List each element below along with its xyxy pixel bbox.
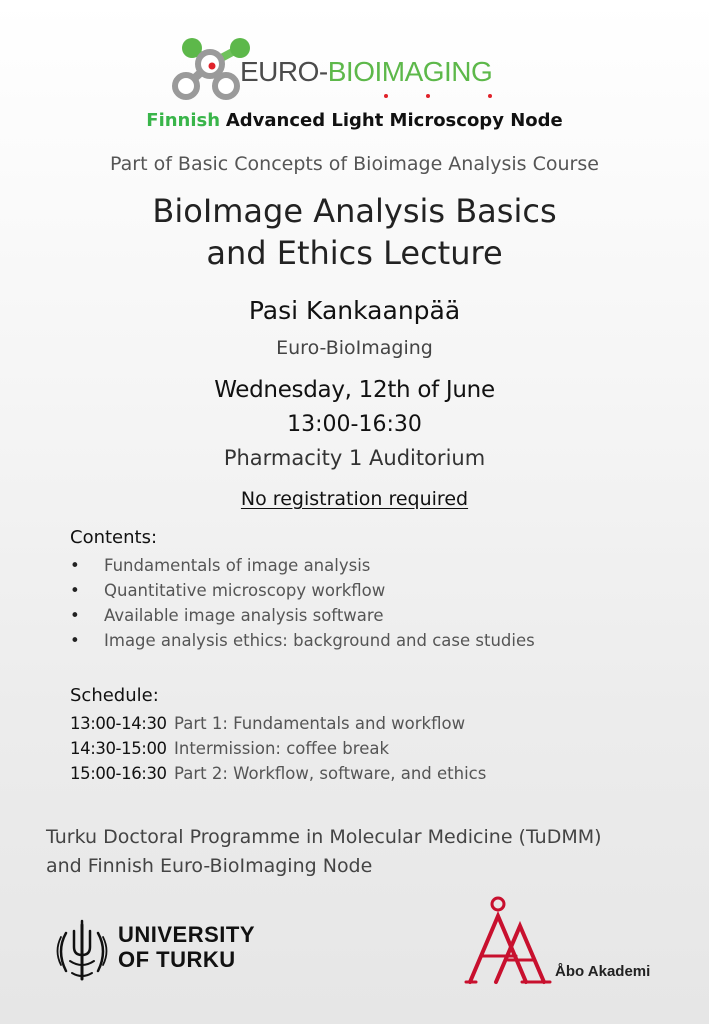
abo-akademi-logo bbox=[462, 894, 562, 986]
schedule-description: Part 2: Workflow, software, and ethics bbox=[174, 764, 487, 783]
abo-akademi-name: Åbo Akademi bbox=[555, 963, 651, 980]
schedule-row bbox=[70, 711, 486, 736]
event-time: 13:00-16:30 bbox=[287, 412, 422, 437]
schedule-row bbox=[70, 736, 486, 761]
registration-text: No registration required bbox=[240, 488, 469, 510]
schedule-list bbox=[70, 711, 486, 786]
schedule-row bbox=[70, 761, 486, 786]
list-item bbox=[70, 553, 535, 578]
trident-emblem-icon bbox=[58, 921, 107, 979]
schedule-description: Intermission: coffee break bbox=[174, 739, 390, 758]
euro-bioimaging-wordmark bbox=[240, 58, 492, 86]
university-of-turku-wordmark bbox=[118, 922, 255, 972]
double-a-icon bbox=[466, 898, 550, 982]
list-item bbox=[70, 628, 535, 653]
utu-line-1: UNIVERSITY bbox=[118, 922, 256, 947]
wordmark-highlight: BIOIMAGING bbox=[327, 56, 493, 87]
event-date: Wednesday, 12th of June bbox=[214, 377, 495, 403]
schedule-heading: Schedule: bbox=[70, 685, 159, 706]
schedule-time: 13:00-14:30 bbox=[70, 714, 167, 733]
event-venue: Pharmacity 1 Auditorium bbox=[223, 446, 486, 470]
list-item-text: Fundamentals of image analysis bbox=[104, 556, 371, 575]
organizers-line-2: and Finnish Euro-BioImaging Node bbox=[46, 855, 373, 877]
list-item-text: Quantitative microscopy workflow bbox=[104, 581, 386, 600]
node-rest: Advanced Light Microscopy Node bbox=[225, 110, 563, 131]
schedule-time: 14:30-15:00 bbox=[70, 739, 167, 758]
node-subtitle bbox=[0, 110, 709, 132]
organizers-line-1: Turku Doctoral Programme in Molecular Medicine (TuDMM) bbox=[46, 826, 602, 848]
organizers bbox=[46, 823, 602, 881]
list-item-text: Image analysis ethics: background and case studies bbox=[104, 631, 535, 650]
bullet-icon: • bbox=[70, 631, 80, 650]
wordmark-prefix: EURO- bbox=[240, 56, 328, 87]
schedule-time: 15:00-16:30 bbox=[70, 764, 167, 783]
bullet-icon: • bbox=[70, 556, 80, 575]
speaker-organization: Euro-BioImaging bbox=[276, 337, 433, 359]
lecture-title bbox=[0, 190, 709, 274]
contents-list bbox=[70, 553, 535, 653]
utu-line-2: OF TURKU bbox=[118, 947, 236, 972]
list-item-text: Available image analysis software bbox=[104, 606, 384, 625]
contents-heading: Contents: bbox=[70, 527, 158, 548]
list-item bbox=[70, 603, 535, 628]
speaker-name: Pasi Kankaanpää bbox=[248, 296, 461, 325]
bullet-icon: • bbox=[70, 606, 80, 625]
list-item bbox=[70, 578, 535, 603]
registration-note bbox=[0, 485, 709, 513]
bullet-icon: • bbox=[70, 581, 80, 600]
node-prefix: Finnish bbox=[146, 110, 221, 131]
title-line-2: and Ethics Lecture bbox=[206, 234, 503, 272]
course-part: Part of Basic Concepts of Bioimage Analysis Course bbox=[110, 153, 599, 175]
title-line-1: BioImage Analysis Basics bbox=[152, 192, 557, 230]
schedule-description: Part 1: Fundamentals and workflow bbox=[174, 714, 466, 733]
